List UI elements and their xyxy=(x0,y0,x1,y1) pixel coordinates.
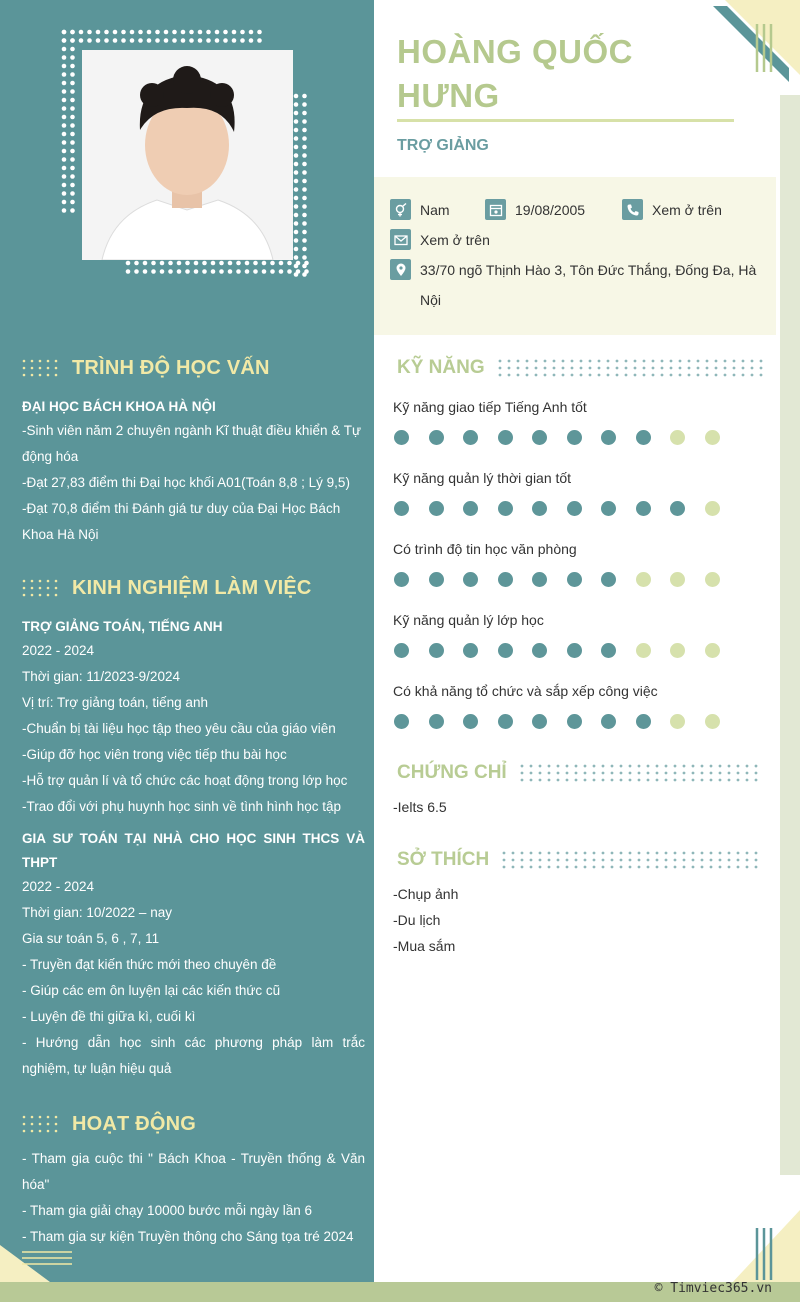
activity-line: - Tham gia giải chạy 10000 bước mỗi ngày lần 6 xyxy=(22,1203,313,1218)
rating-dot-filled xyxy=(532,572,547,587)
gender-icon xyxy=(390,199,411,220)
rating-dot-filled xyxy=(429,714,444,729)
job-line: Thời gian: 11/2023-9/2024 xyxy=(22,669,180,684)
rating-dot-filled xyxy=(463,714,478,729)
activity-line: - Tham gia sự kiện Truyền thông cho Sáng tọa tré 2024 xyxy=(22,1229,354,1244)
rating-dot-empty xyxy=(705,643,720,658)
skill-label: Có trình độ tin học văn phòng xyxy=(393,541,577,557)
name-underline xyxy=(397,119,734,122)
person-photo-icon xyxy=(82,50,293,260)
skills-title: KỸ NĂNG xyxy=(397,357,485,378)
rating-dot-empty xyxy=(636,572,651,587)
education-line: động hóa xyxy=(22,449,79,464)
education-line: -Đạt 70,8 điểm thi Đánh giá tư duy của Đại Học Bách xyxy=(22,501,341,516)
skill-rating xyxy=(393,572,753,587)
skill-item xyxy=(393,540,753,587)
heading-dots-icon xyxy=(22,358,62,378)
rating-dot-filled xyxy=(463,430,478,445)
activities-section xyxy=(22,1110,365,1250)
rating-dot-empty xyxy=(636,643,651,658)
left-sidebar xyxy=(0,0,374,1282)
rating-dot-filled xyxy=(567,572,582,587)
rating-dot-filled xyxy=(463,501,478,516)
skill-rating xyxy=(393,643,753,658)
heading-dots-icon xyxy=(501,849,765,871)
rating-dot-filled xyxy=(601,501,616,516)
contact-birthday xyxy=(485,199,585,220)
job-line: -Trao đổi với phụ huynh học sinh về tình hình học tập xyxy=(22,799,342,814)
rating-dot-filled xyxy=(429,643,444,658)
activities-title: HOẠT ĐỘNG xyxy=(72,1112,197,1135)
contact-email xyxy=(390,229,490,250)
education-line: Khoa Hà Nội xyxy=(22,527,99,542)
rating-dot-filled xyxy=(670,501,685,516)
phone-icon xyxy=(622,199,643,220)
rating-dot-filled xyxy=(567,643,582,658)
rating-dot-empty xyxy=(705,572,720,587)
job-line: Thời gian: 10/2022 – nay xyxy=(22,905,172,920)
job-line: -Hỗ trợ quản lí và tổ chức các hoạt động trong lớp học xyxy=(22,773,348,788)
rating-dot-empty xyxy=(670,714,685,729)
rating-dot-filled xyxy=(429,430,444,445)
school-name: ĐẠI HỌC BÁCH KHOA HÀ NỘI xyxy=(22,399,216,414)
experience-section xyxy=(22,574,365,1082)
rating-dot-empty xyxy=(705,501,720,516)
job-line: 2022 - 2024 xyxy=(22,879,95,894)
contact-phone xyxy=(622,199,722,220)
rating-dot-filled xyxy=(498,572,513,587)
skill-item xyxy=(393,398,753,445)
rating-dot-filled xyxy=(429,501,444,516)
education-title: TRÌNH ĐỘ HỌC VẤN xyxy=(72,356,270,379)
skill-rating xyxy=(393,430,753,445)
rating-dot-filled xyxy=(601,572,616,587)
certificates-heading xyxy=(397,760,765,786)
skill-label: Có khả năng tổ chức và sắp xếp công việc xyxy=(393,683,658,699)
heading-dots-icon xyxy=(519,762,765,784)
heading-dots-icon xyxy=(22,578,62,598)
rating-dot-filled xyxy=(532,501,547,516)
job-line: - Truyền đạt kiến thức mới theo chuyên đề xyxy=(22,957,277,972)
skill-label: Kỹ năng quản lý lớp học xyxy=(393,612,544,628)
rating-dot-filled xyxy=(498,501,513,516)
bottom-left-decoration xyxy=(0,1230,100,1282)
rating-dot-filled xyxy=(532,714,547,729)
bottom-right-decoration xyxy=(705,1210,800,1285)
rating-dot-filled xyxy=(394,643,409,658)
skills-heading xyxy=(397,355,765,381)
job-title: TRỢ GIẢNG TOÁN, TIẾNG ANH xyxy=(22,619,223,634)
phone-value: Xem ở trên xyxy=(652,201,722,218)
rating-dot-filled xyxy=(394,501,409,516)
rating-dot-filled xyxy=(636,501,651,516)
rating-dot-empty xyxy=(670,430,685,445)
right-edge-bar xyxy=(780,95,800,1175)
watermark: © Timviec365.vn xyxy=(654,1281,772,1296)
contact-gender xyxy=(390,199,450,220)
rating-dot-filled xyxy=(498,714,513,729)
rating-dot-filled xyxy=(394,714,409,729)
hobby-line: -Mua sắm xyxy=(393,938,456,954)
rating-dot-filled xyxy=(601,643,616,658)
heading-dots-icon xyxy=(22,1114,62,1134)
skill-rating xyxy=(393,714,753,729)
rating-dot-filled xyxy=(498,430,513,445)
name-line-2: HƯNG xyxy=(397,77,500,114)
skill-rating xyxy=(393,501,753,516)
location-pin-icon xyxy=(390,259,411,280)
skill-label: Kỹ năng quản lý thời gian tốt xyxy=(393,470,572,486)
skill-item xyxy=(393,469,753,516)
rating-dot-empty xyxy=(705,714,720,729)
rating-dot-filled xyxy=(567,714,582,729)
rating-dot-filled xyxy=(567,430,582,445)
skill-label: Kỹ năng giao tiếp Tiếng Anh tốt xyxy=(393,399,587,415)
hobbies-heading xyxy=(397,847,765,873)
job-line: -Chuẩn bị tài liệu học tập theo yêu cầu của giáo viên xyxy=(22,721,336,736)
job-position: TRỢ GIẢNG xyxy=(397,137,489,154)
education-line: -Sinh viên năm 2 chuyên ngành Kĩ thuật điều khiển & Tự xyxy=(22,423,362,438)
activity-line: hóa" xyxy=(22,1177,50,1192)
rating-dot-filled xyxy=(394,572,409,587)
hobby-line: -Chụp ảnh xyxy=(393,886,459,902)
rating-dot-filled xyxy=(601,714,616,729)
rating-dot-filled xyxy=(394,430,409,445)
job-title: THPT xyxy=(22,855,58,870)
email-icon xyxy=(390,229,411,250)
certificates-title: CHỨNG CHỈ xyxy=(397,762,507,783)
rating-dot-filled xyxy=(463,572,478,587)
candidate-name xyxy=(397,30,737,118)
rating-dot-filled xyxy=(636,430,651,445)
profile-photo xyxy=(82,50,293,260)
rating-dot-empty xyxy=(705,430,720,445)
job-line: - Giúp các em ôn luyện lại các kiến thức cũ xyxy=(22,983,281,998)
hobbies-title: SỞ THÍCH xyxy=(397,849,490,870)
job-line: Gia sư toán 5, 6 , 7, 11 xyxy=(22,931,160,946)
rating-dot-empty xyxy=(670,572,685,587)
address-line-2: Nội xyxy=(420,292,442,308)
activity-line: - Tham gia cuộc thi " Bách Khoa - Truyền thống & Văn xyxy=(22,1151,365,1166)
name-line-1: HOÀNG QUỐC xyxy=(397,33,633,70)
contact-address xyxy=(390,259,756,315)
birthday-value: 19/08/2005 xyxy=(515,201,586,218)
job-line: Vị trí: Trợ giảng toán, tiếng anh xyxy=(22,695,208,710)
rating-dot-filled xyxy=(636,714,651,729)
email-value: Xem ở trên xyxy=(420,231,490,248)
gender-value: Nam xyxy=(420,201,450,218)
education-section xyxy=(22,354,365,548)
rating-dot-filled xyxy=(498,643,513,658)
job-line: -Giúp đỡ học viên trong việc tiếp thu bài học xyxy=(22,747,287,762)
experience-title: KINH NGHIỆM LÀM VIỆC xyxy=(72,576,312,599)
certificate-line: -Ielts 6.5 xyxy=(393,799,447,815)
job-line: 2022 - 2024 xyxy=(22,643,95,658)
rating-dot-empty xyxy=(670,643,685,658)
job-line: nghiệm, tự luận hiệu quả xyxy=(22,1061,172,1076)
rating-dot-filled xyxy=(532,430,547,445)
education-line: -Đạt 27,83 điểm thi Đại học khối A01(Toán 8,8 ; Lý 9,5) xyxy=(22,475,350,490)
calendar-icon xyxy=(485,199,506,220)
rating-dot-filled xyxy=(567,501,582,516)
rating-dot-filled xyxy=(601,430,616,445)
skill-item xyxy=(393,682,753,729)
job-line: - Luyện đề thi giữa kì, cuối kì xyxy=(22,1009,196,1024)
rating-dot-filled xyxy=(463,643,478,658)
skill-item xyxy=(393,611,753,658)
address-line-1: 33/70 ngõ Thịnh Hào 3, Tôn Đức Thắng, Đống Đa, Hà xyxy=(420,262,757,278)
heading-dots-icon xyxy=(497,357,765,379)
rating-dot-filled xyxy=(429,572,444,587)
job-title: GIA SƯ TOÁN TẠI NHÀ CHO HỌC SINH THCS VÀ xyxy=(22,831,365,846)
rating-dot-filled xyxy=(532,643,547,658)
hobby-line: -Du lịch xyxy=(393,912,441,928)
job-line: - Hướng dẫn học sinh các phương pháp làm trắc xyxy=(22,1035,365,1050)
